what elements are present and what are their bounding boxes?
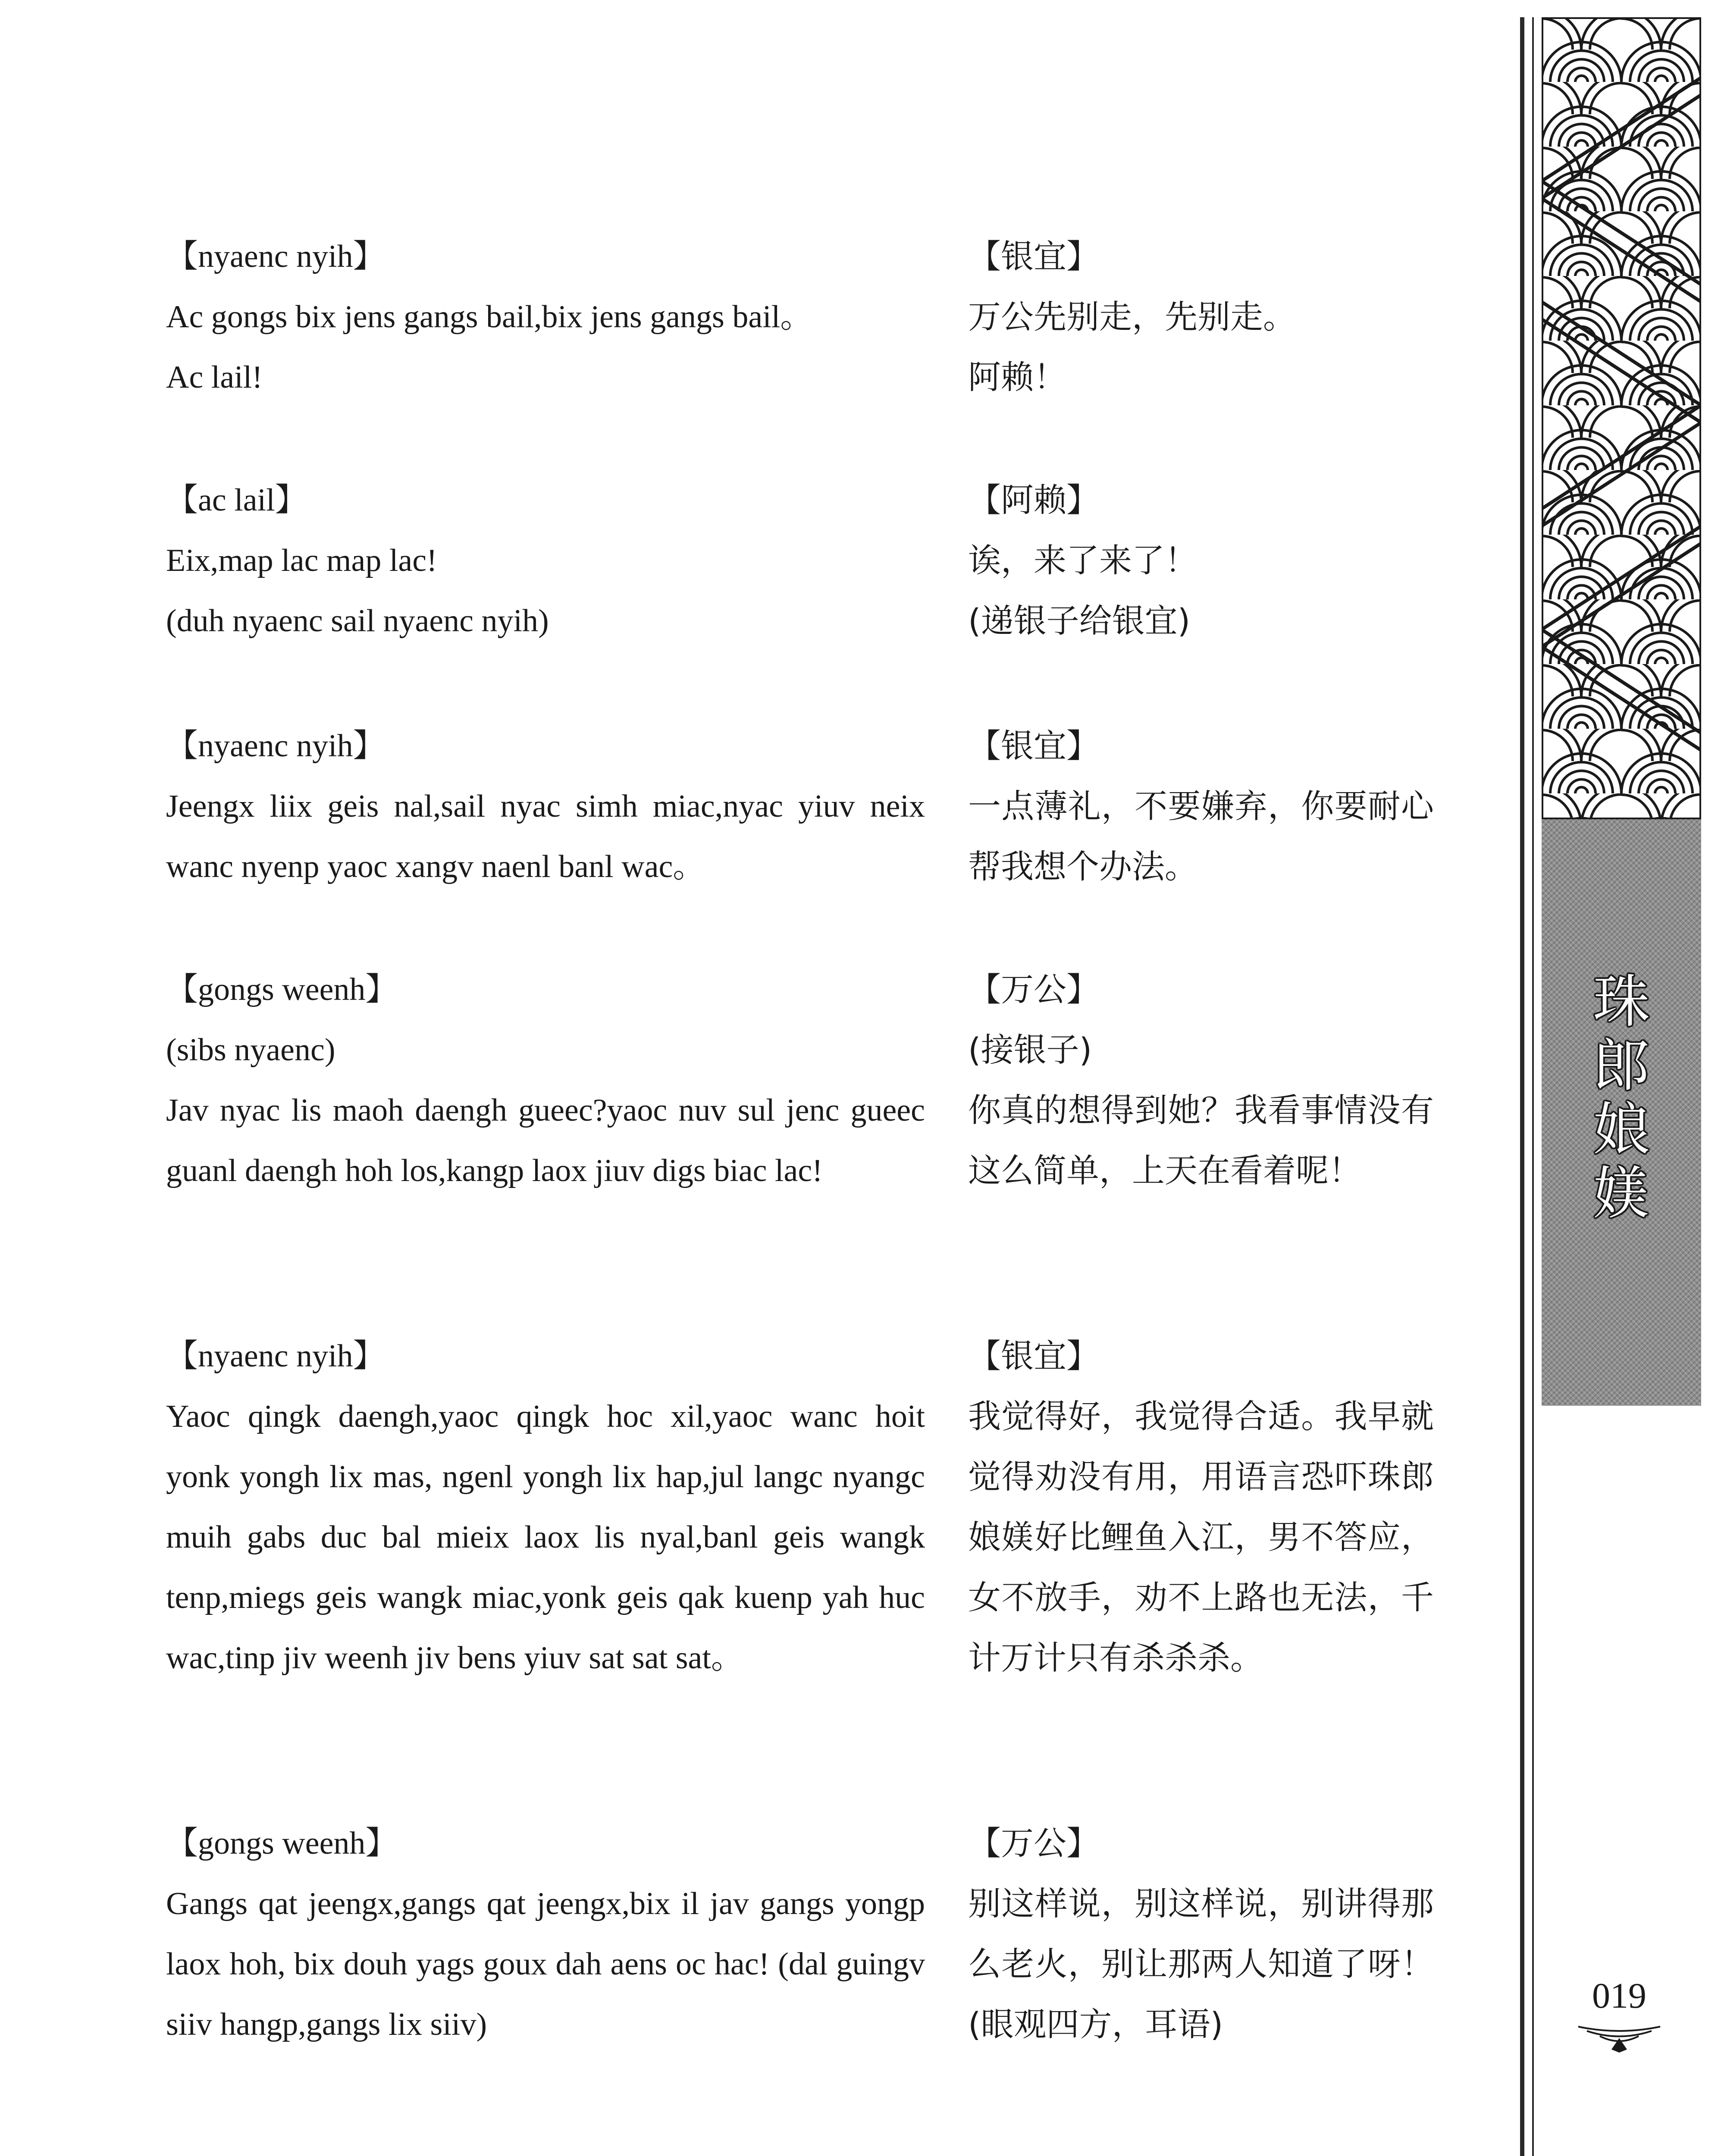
dialogue-line: 我觉得好，我觉得合适。我早就觉得劝没有用，用语言恐吓珠郎娘媄好比鲤鱼入江，男不答应，女不放手，劝不上路也无法，千计万计只有杀杀杀。 bbox=[968, 1397, 1434, 1677]
speaker-zh: 【银宜】 bbox=[968, 237, 1099, 276]
margin-rule-inner bbox=[1532, 17, 1534, 2156]
dialogue-zh-6 bbox=[968, 1813, 1434, 2055]
dialogue-dong-1 bbox=[166, 226, 925, 407]
dialogue-line: (duh nyaenc sail nyaenc nyih) bbox=[166, 603, 549, 639]
speaker-zh: 【阿赖】 bbox=[968, 481, 1099, 519]
dialogue-line: Yaoc qingk daengh,yaoc qingk hoc xil,yaoc wanc hoit yonk yongh lix mas, ngenl yongh lix hap,jul langc nyangc muih gabs duc bal mieix laox lis nyal,banl geis wangk tenp,miegs geis wangk miac,yonk geis qak kuenp yah huc wac,tinp jiv weenh jiv bens yiuv sat sat sat。 bbox=[166, 1399, 925, 1676]
dialogue-dong-6 bbox=[166, 1813, 925, 2055]
speaker-dong: 【nyaenc nyih】 bbox=[166, 728, 385, 764]
vertical-book-title: 珠郎娘媄 bbox=[1593, 969, 1650, 1227]
dialogue-dong-3 bbox=[166, 716, 925, 897]
speaker-dong: 【gongs weenh】 bbox=[166, 972, 398, 1007]
dialogue-line: Gangs qat jeengx,gangs qat jeengx,bix il jav gangs yongp laox hoh, bix douh yags goux dah aens oc hac! (dal guingv siiv hangp,gangs lix siiv) bbox=[166, 1886, 925, 2042]
dialogue-line: Ac gongs bix jens gangs bail,bix jens gangs bail。 bbox=[166, 299, 812, 335]
dialogue-dong-5 bbox=[166, 1326, 925, 1688]
speaker-zh: 【万公】 bbox=[968, 970, 1099, 1009]
dialogue-line: 阿赖！ bbox=[968, 358, 1066, 396]
margin-rule-outer bbox=[1520, 17, 1524, 2156]
page-number: 019 bbox=[1592, 1976, 1646, 2016]
dialogue-line: (sibs nyaenc) bbox=[166, 1032, 335, 1068]
dialogue-zh-4 bbox=[968, 959, 1434, 1201]
dialogue-zh-1 bbox=[968, 226, 1434, 407]
dialogue-line: 别这样说，别这样说，别讲得那么老火，别让那两人知道了呀！(眼观四方，耳语) bbox=[968, 1884, 1434, 2043]
speaker-dong: 【nyaenc nyih】 bbox=[166, 1338, 385, 1374]
speaker-zh: 【银宜】 bbox=[968, 727, 1099, 765]
dialogue-dong-2 bbox=[166, 470, 925, 651]
wave-pattern-ornament bbox=[1542, 17, 1701, 819]
dialogue-zh-5 bbox=[968, 1326, 1434, 1688]
dialogue-line: 万公先别走，先别走。 bbox=[968, 298, 1296, 336]
dialogue-line: Ac lail! bbox=[166, 360, 263, 395]
dialogue-line: 诶，来了来了！ bbox=[968, 541, 1197, 580]
dialogue-dong-4 bbox=[166, 959, 925, 1201]
dialogue-zh-3 bbox=[968, 716, 1434, 897]
dialogue-line: 你真的想得到她？我看事情没有这么简单，上天在看着呢！ bbox=[968, 1091, 1434, 1190]
speaker-dong: 【nyaenc nyih】 bbox=[166, 239, 385, 274]
dialogue-line: (接银子) bbox=[968, 1031, 1092, 1069]
dialogue-line: (递银子给银宜) bbox=[968, 602, 1191, 640]
speaker-dong: 【gongs weenh】 bbox=[166, 1826, 398, 1861]
speaker-zh: 【万公】 bbox=[968, 1824, 1099, 1862]
dialogue-line: Jeengx liix geis nal,sail nyac simh miac,nyac yiuv neix wanc nyenp yaoc xangv naenl banl wac。 bbox=[166, 789, 925, 884]
dialogue-line: 一点薄礼，不要嫌弃，你要耐心帮我想个办法。 bbox=[968, 787, 1434, 886]
dialogue-line: Eix,map lac map lac! bbox=[166, 543, 437, 578]
dialogue-zh-2 bbox=[968, 470, 1434, 651]
speaker-dong: 【ac lail】 bbox=[166, 483, 307, 518]
dialogue-line: Jav nyac lis maoh daengh gueec?yaoc nuv sul jenc gueec guanl daengh hoh los,kangp laox jiuv digs biac lac! bbox=[166, 1093, 925, 1188]
page-number-ornament-icon bbox=[1574, 2022, 1665, 2053]
speaker-zh: 【银宜】 bbox=[968, 1337, 1099, 1375]
